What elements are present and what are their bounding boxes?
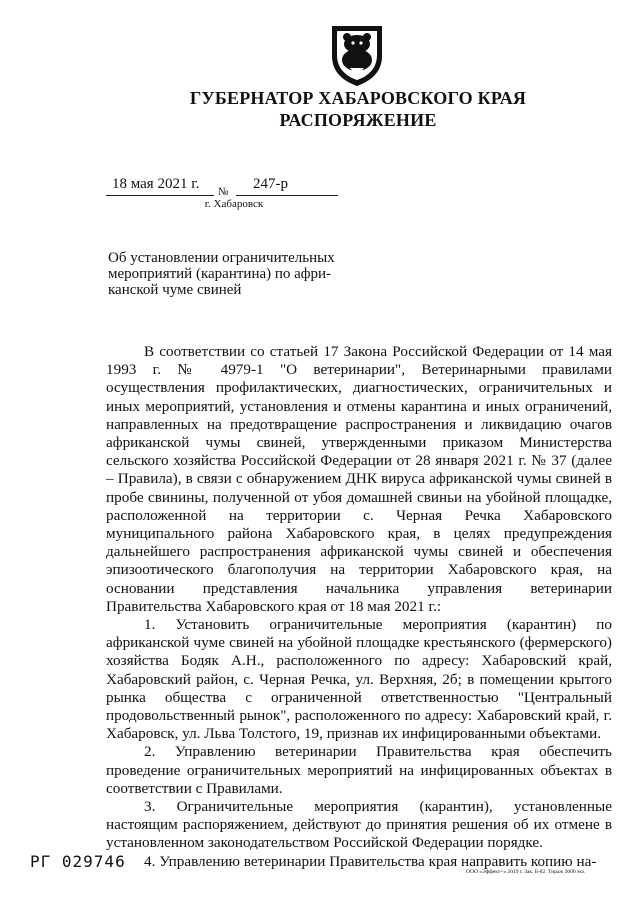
coat-of-arms-icon [328,22,386,88]
clause-3: 3. Ограничительные мероприятия (карантин), установленные настоящим распоряжением, действуют до принятия решения об их отмене в установленном законодательством Российской Федерации порядке. [106,798,612,852]
number-label: № [218,186,229,198]
clause-2: 2. Управлению ветеринарии Правительства края обеспечить проведение ограничительных мероприятий на инфицированных объектах в соответствии с Правилами. [106,743,612,797]
subject-line: мероприятий (карантина) по афри- [108,266,332,282]
printer-imprint: ООО «Эффект+» 2019 г. Зак. Б-82. Тираж 3000 экз. [466,869,586,875]
date-underline [106,195,214,196]
subject-line: канской чуме свиней [108,282,242,298]
authority-title: ГУБЕРНАТОР ХАБАРОВСКОГО КРАЯ [189,88,527,108]
document-date: 18 мая 2021 г. [112,176,200,192]
document-body [106,343,612,871]
subject-line: Об установлении ограничительных [108,250,335,266]
clause-4: 4. Управлению ветеринарии Правительства края направить копию на- [144,852,597,870]
issue-city: г. Хабаровск [204,198,264,210]
document-type: РАСПОРЯЖЕНИЕ [279,110,437,130]
document-number: 247-р [253,176,288,192]
number-underline [236,195,338,196]
clause-1: 1. Установить ограничительные мероприятия (карантин) по африканской чуме свиней на убойной площадке крестьянского (фермерского) хозяйства Бодяк А.Н., расположенного по адресу: Хабаровский край, Хабаровский район, с. Черная Речка, ул. Верхняя, 2б; в помещении крытого рынка общества с ограниченной ответственностью "Центральный продовольственный рынок", расположенного по адресу: Хабаровский край, г. Хабаровск, ул. Льва Толстого, 19, признав их инфицированными объектами. [106,616,612,743]
preamble-paragraph: В соответствии со статьей 17 Закона Российской Федерации от 14 мая 1993 г. № 4979-1 "О ветеринарии", Ветеринарными правилами осуществления профилактических, диагностических, ограничительных и иных мероприятий, установления и отмены карантина и иных ограничений, направленных на предотвращение распространения и ликвидацию очагов африканской чумы свиней, утвержденными приказом Министерства сельского хозяйства Российской Федерации от 28 января 2021 г. № 37 (далее – Правила), в связи с обнаружением ДНК вируса африканской чумы свиней в пробе свинины, полученной от убоя домашней свиньи на убойной площадке, расположенной на территории с. Черная Речка Хабаровского муниципального района Хабаровского края, в целях предупреждения дальнейшего распространения африканской чумы свиней и обеспечения эпизоотического благополучия на территории Хабаровского края, на основании представления начальника управления ветеринарии Правительства Хабаровского края от 18 мая 2021 г.: [106,343,612,615]
form-serial-number: РГ 029746 [30,852,126,871]
document-subject [108,250,336,298]
